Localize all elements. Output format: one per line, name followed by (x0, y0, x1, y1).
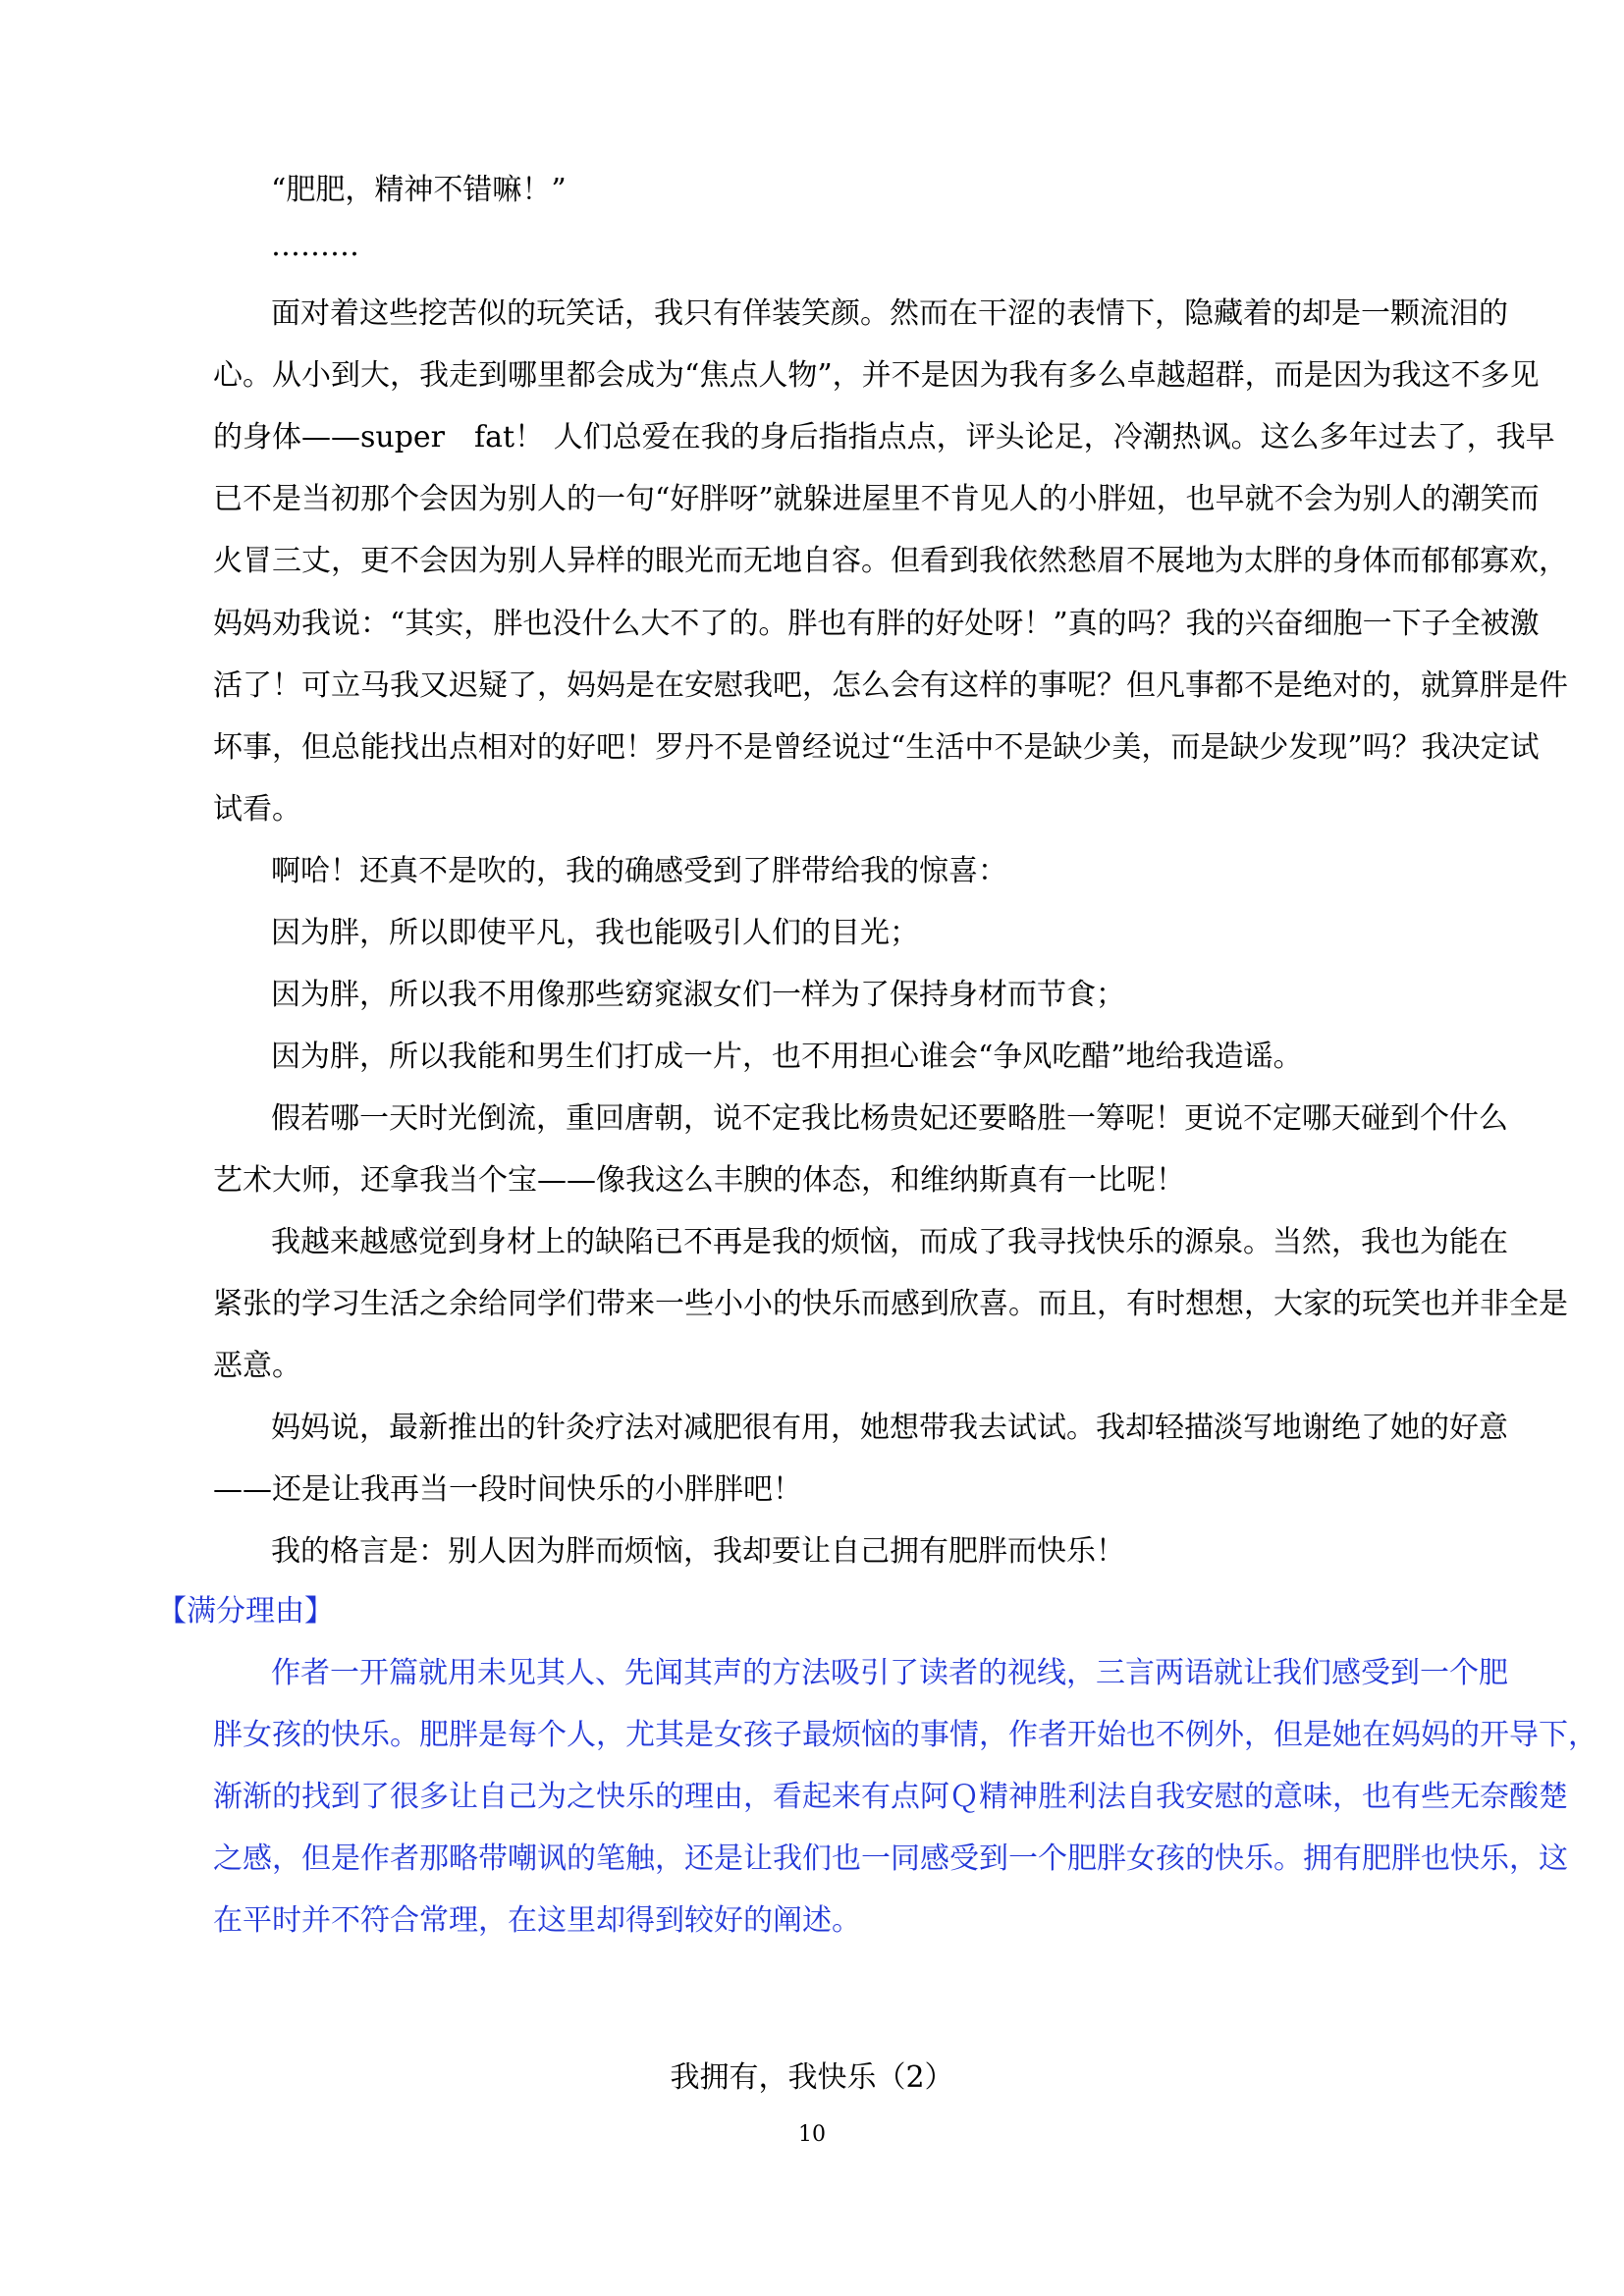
body-line: 活了！可立马我又迟疑了，妈妈是在安慰我吧，怎么会有这样的事呢？但凡事都不是绝对的，就算胖是件 (213, 668, 1568, 703)
reason-heading: 【满分理由】 (157, 1594, 334, 1629)
body-line: 啊哈！还真不是吹的，我的确感受到了胖带给我的惊喜： (271, 854, 1007, 888)
body-line: 面对着这些挖苦似的玩笑话，我只有佯装笑颜。然而在干涩的表情下，隐藏着的却是一颗流泪的 (271, 296, 1508, 331)
body-line: 妈妈说，最新推出的针灸疗法对减肥很有用，她想带我去试试。我却轻描淡写地谢绝了她的好意 (271, 1411, 1508, 1445)
body-line: 因为胖，所以我能和男生们打成一片，也不用担心谁会“争风吃醋”地给我造谣。 (271, 1040, 1303, 1074)
body-line: 火冒三丈，更不会因为别人异样的眼光而无地自容。但看到我依然愁眉不展地为太胖的身体而郁郁寡欢， (213, 544, 1568, 578)
body-line: 已不是当初那个会因为别人的一句“好胖呀”就躲进屋里不肯见人的小胖妞，也早就不会为别人的潮笑而 (213, 482, 1540, 516)
body-line: 我越来越感觉到身材上的缺陷已不再是我的烦恼，而成了我寻找快乐的源泉。当然，我也为能在 (271, 1225, 1508, 1259)
body-line: 试看。 (213, 792, 301, 827)
next-essay-title: 我拥有，我快乐（2） (670, 2060, 954, 2095)
body-line: 紧张的学习生活之余给同学们带来一些小小的快乐而感到欣喜。而且，有时想想，大家的玩笑也并非全是 (213, 1287, 1568, 1321)
body-line: “肥肥，精神不错嘛！” (271, 173, 567, 207)
body-line: 妈妈劝我说：“其实，胖也没什么大不了的。胖也有胖的好处呀！”真的吗？我的兴奋细胞一下子全被激 (213, 607, 1540, 641)
body-line: 因为胖，所以即使平凡，我也能吸引人们的目光； (271, 916, 919, 950)
body-line: 的身体——super fat！ 人们总爱在我的身后指指点点，评头论足，冷潮热讽。这么多年过去了，我早 (213, 420, 1555, 454)
body-line: ——还是让我再当一段时间快乐的小胖胖吧！ (213, 1472, 802, 1507)
body-line: ……… (271, 229, 359, 263)
page-number: 10 (798, 2122, 826, 2147)
body-line: 因为胖，所以我不用像那些窈窕淑女们一样为了保持身材而节食； (271, 978, 1125, 1012)
body-line: 心。从小到大，我走到哪里都会成为“焦点人物”，并不是因为我有多么卓越超群，而是因为我这不多见 (213, 358, 1540, 393)
body-line: 我的格言是：别人因为胖而烦恼，我却要让自己拥有肥胖而快乐！ (271, 1534, 1125, 1569)
body-line: 假若哪一天时光倒流，重回唐朝，说不定我比杨贵妃还要略胜一筹呢！更说不定哪天碰到个什么 (271, 1101, 1508, 1136)
reason-line: 渐渐的找到了很多让自己为之快乐的理由，看起来有点阿Ｑ精神胜利法自我安慰的意味，也有些无奈酸楚 (213, 1780, 1568, 1814)
body-line: 坏事，但总能找出点相对的好吧！罗丹不是曾经说过“生活中不是缺少美，而是缺少发现”吗？我决定试 (213, 730, 1540, 765)
reason-line: 作者一开篇就用未见其人、先闻其声的方法吸引了读者的视线，三言两语就让我们感受到一个肥 (271, 1656, 1508, 1690)
body-line: 恶意。 (213, 1349, 301, 1383)
reason-line: 之感，但是作者那略带嘲讽的笔触，还是让我们也一同感受到一个肥胖女孩的快乐。拥有肥胖也快乐，这 (213, 1842, 1568, 1876)
reason-line: 胖女孩的快乐。肥胖是每个人，尤其是女孩子最烦恼的事情，作者开始也不例外，但是她在妈妈的开导下， (213, 1718, 1597, 1752)
body-line: 艺术大师，还拿我当个宝——像我这么丰腴的体态，和维纳斯真有一比呢！ (213, 1163, 1185, 1198)
reason-line: 在平时并不符合常理，在这里却得到较好的阐述。 (213, 1903, 861, 1938)
